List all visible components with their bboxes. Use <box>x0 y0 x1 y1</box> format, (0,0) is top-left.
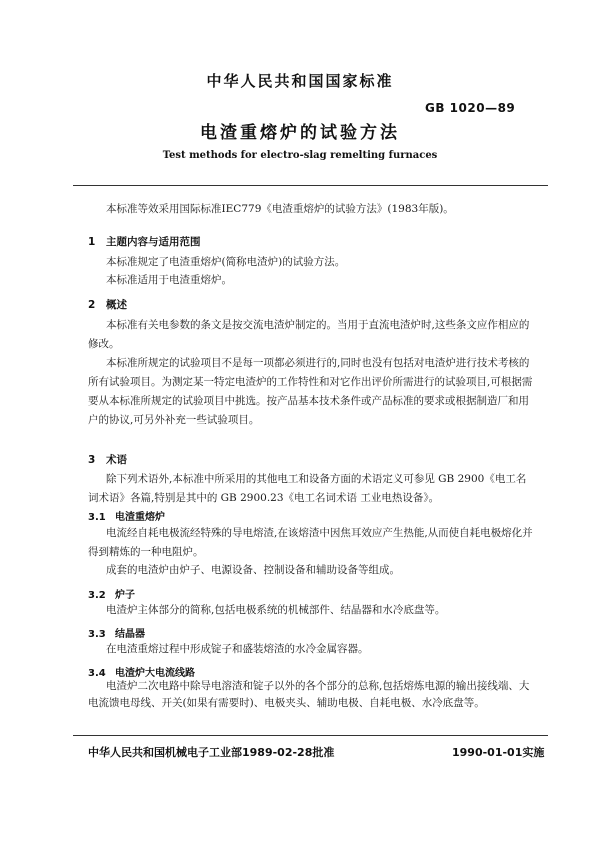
term-number: 3.1 <box>88 512 106 523</box>
term-3-1-heading <box>88 508 165 523</box>
term-3-1-body-2: 成套的电渣炉由炉子、电源设备、控制设备和辅助设备等组成。 <box>106 564 400 576</box>
section-3-para-1: 除下列术语外,本标准中所采用的其他电工和设备方面的术语定义可参见 GB 2900《电工名词术语》各篇,特别是其中的 GB 2900.23《电工名词术语 工业电热设备》。 <box>88 473 527 504</box>
term-title: 炉子 <box>115 590 135 601</box>
standard-category: 中华人民共和国国家标准 <box>206 72 394 90</box>
term-3-1-body: 电流经自耗电极流经特殊的导电熔渣,在该熔渣中因焦耳效应产生热能,从而使自耗电极熔化并得到精炼的一种电阻炉。 <box>88 527 533 558</box>
footer-divider <box>73 735 548 736</box>
section-2-para-1: 本标准有关电参数的条文是按交流电渣炉制定的。当用于直流电渣炉时,这些条文应作相应的修改。 <box>88 319 530 350</box>
term-3-3-heading <box>88 625 145 640</box>
section-1-para-1: 本标准规定了电渣重熔炉(简称电渣炉)的试验方法。 <box>106 256 346 268</box>
standard-code: GB 1020—89 <box>425 101 516 115</box>
term-number: 3.3 <box>88 629 106 640</box>
section-3-heading <box>88 452 127 467</box>
document-title-en: Test methods for electro-slag remelting furnaces <box>162 150 438 161</box>
term-number: 3.4 <box>88 668 106 679</box>
term-3-2-body: 电渣炉主体部分的简称,包括电极系统的机械部件、结晶器和水冷底盘等。 <box>106 604 446 616</box>
term-3-4-body: 电渣炉二次电路中除导电溶渣和锭子以外的各个部分的总称,包括熔炼电源的输出接线端、大电流馈电母线、开关(如果有需要时)、电极夹头、辅助电极、自耗电极、水冷底盘等。 <box>88 680 530 709</box>
term-title: 电渣重熔炉 <box>115 512 165 523</box>
section-2-para-2: 本标准所规定的试验项目不是每一项都必须进行的,同时也没有包括对电渣炉进行技术考核的所有试验项目。为测定某一特定电渣炉的工作特性和对它作出评价所需进行的试验项目,可根据需要从本标准所规定的试验项目中挑选。按产品基本技术条件或产品标准的要求或根据制造厂和用户的协议,可另外补充一些试验项目。 <box>88 357 533 426</box>
term-title: 电渣炉大电流线路 <box>115 668 195 679</box>
approval-line: 中华人民共和国机械电子工业部1989-02-28批准 <box>88 746 335 759</box>
term-3-2-heading <box>88 586 135 601</box>
term-title: 结晶器 <box>115 629 145 640</box>
section-number: 3 <box>88 454 96 466</box>
section-title: 术语 <box>106 454 127 466</box>
intro-paragraph: 本标准等效采用国际标准IEC779《电渣重熔炉的试验方法》(1983年版)。 <box>106 203 454 215</box>
section-1-heading <box>88 234 201 249</box>
section-1-para-2: 本标准适用于电渣重熔炉。 <box>106 274 232 286</box>
section-2-heading <box>88 297 127 312</box>
section-number: 2 <box>88 299 96 311</box>
term-3-3-body: 在电渣重熔过程中形成锭子和盛装熔渣的水冷金属容器。 <box>106 643 369 655</box>
effective-date: 1990-01-01实施 <box>452 746 545 759</box>
header-divider <box>73 185 548 186</box>
section-title: 概述 <box>106 299 127 311</box>
section-title: 主题内容与适用范围 <box>106 236 201 248</box>
term-number: 3.2 <box>88 590 106 601</box>
document-title-cn: 电渣重熔炉的试验方法 <box>200 123 400 143</box>
section-number: 1 <box>88 236 96 248</box>
term-3-4-heading <box>88 664 195 679</box>
